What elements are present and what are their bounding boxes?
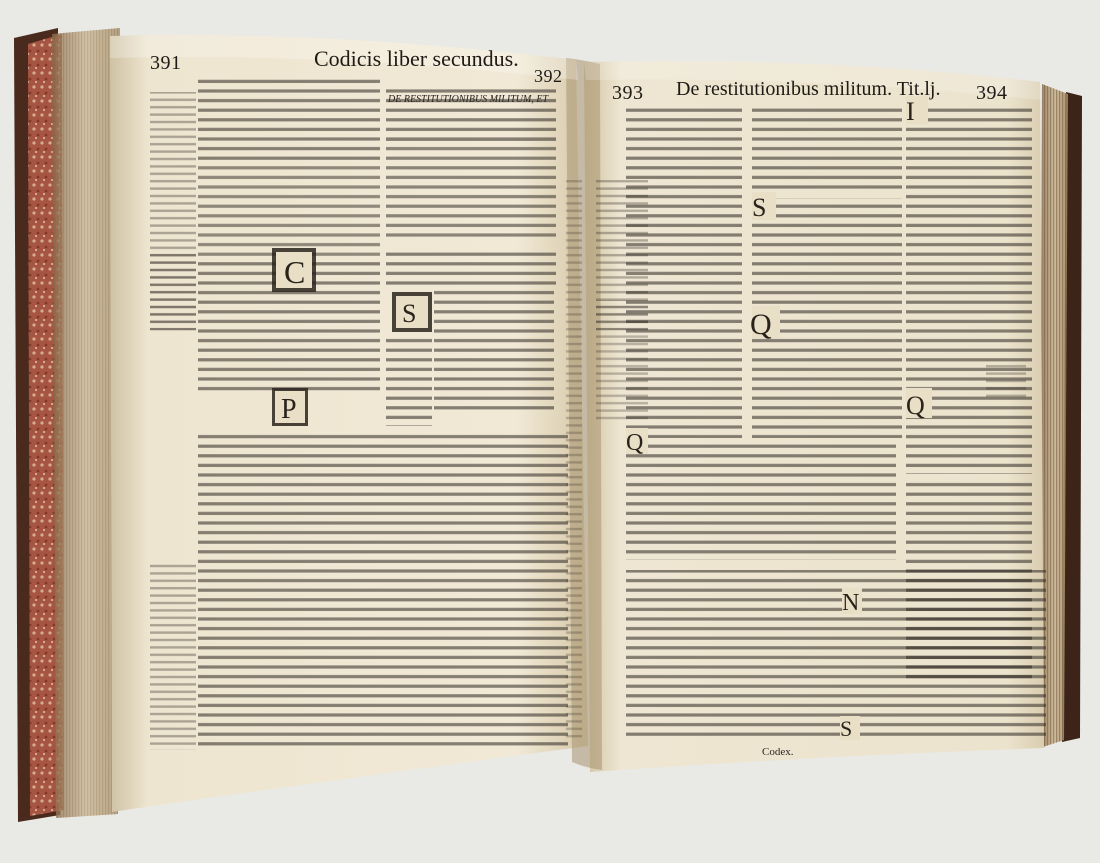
svg-text:P: P [281, 394, 297, 425]
right-outer-folio: 394 [976, 82, 1008, 104]
left-inner-head: DE RESTITUTIONIBUS MILITUM, ET [388, 94, 548, 105]
svg-text:S: S [402, 299, 417, 328]
svg-text:Q: Q [626, 430, 644, 456]
svg-text:I: I [906, 97, 915, 126]
right-running-head: De restitutionibus militum. Tit.lj. [676, 78, 941, 100]
svg-text:Q: Q [906, 391, 925, 420]
catchword: Codex. [762, 746, 794, 758]
svg-text:S: S [752, 193, 767, 222]
svg-text:Q: Q [750, 308, 772, 341]
right-folio: 393 [612, 82, 644, 104]
left-inner-folio: 392 [534, 66, 563, 86]
svg-text:C: C [284, 254, 306, 290]
svg-text:N: N [842, 590, 860, 616]
svg-text:S: S [840, 716, 853, 741]
left-folio: 391 [150, 52, 182, 74]
left-running-head: Codicis liber secundus. [314, 46, 519, 71]
